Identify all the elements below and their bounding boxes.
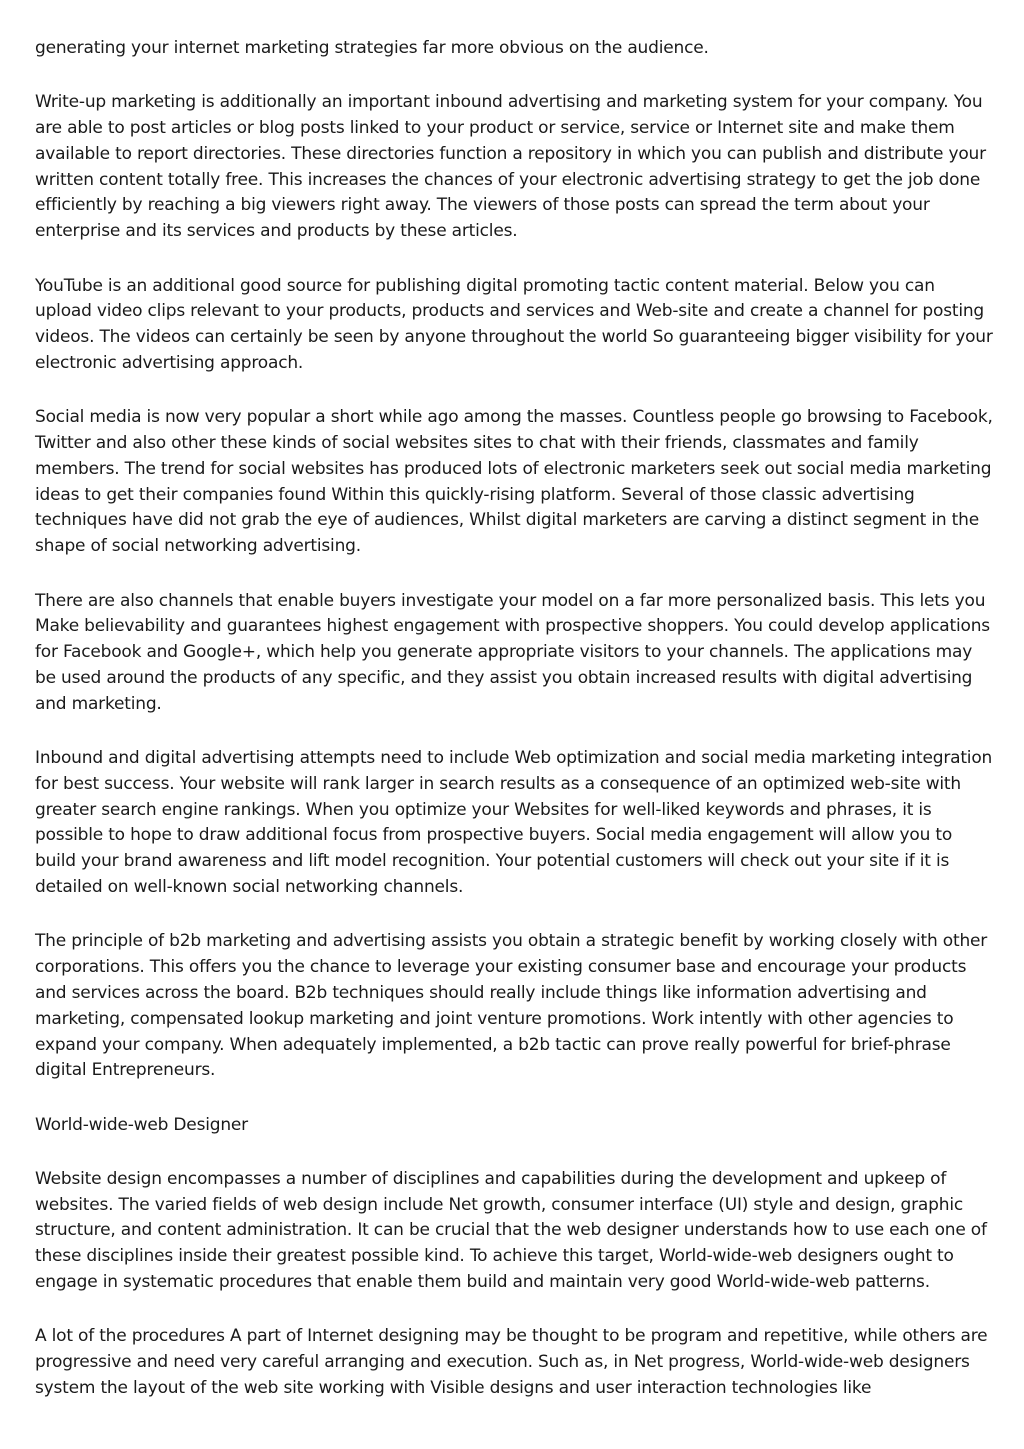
- paragraph-article-marketing: Write-up marketing is additionally an important inbound advertising and marketing system for your company. You are able to post articles or blog posts linked to your product or service, service or Internet site and make them available to report directories. These directories function a repository in which you can publish and distribute your written content totally free. This increases the chances of your electronic advertising strategy to get the job done efficiently by reaching a big viewers right away. The viewers of those posts can spread the term about your enterprise and its services and products by these articles.: [35, 92, 986, 242]
- paragraph-b2b: The principle of b2b marketing and advertising assists you obtain a strategic benefit by working closely with other corporations. This offers you the chance to leverage your existing consumer base and encourage your products and services across the board. B2b techniques should really include things like information advertising and marketing, compensated lookup marketing and joint venture promotions. Work intently with other agencies to expand your company. When adequately implemented, a b2b tactic can prove really powerful for brief-phrase digital Entrepreneurs.: [35, 931, 988, 1081]
- paragraph-procedures: A lot of the procedures A part of Internet designing may be thought to be program and repetitive, while others are progressive and need very careful arranging and execution. Such as, in Net progress, World-wide-web designers system the layout of the web site working with Visible designs and user interaction technologies like: [35, 1326, 988, 1398]
- paragraph-social-media: Social media is now very popular a short while ago among the masses. Countless people go browsing to Facebook, Twitter and also other these kinds of social websites sites to chat with their friends, classmates and family members. The trend for social websites has produced lots of electronic marketers seek out social media marketing ideas to get their companies found Within this quickly-rising platform. Several of those classic advertising techniques have did not grab the eye of audiences, Whilst digital marketers are carving a distinct segment in the shape of social networking advertising.: [35, 407, 993, 557]
- document-body: [35, 36, 993, 1402]
- paragraph-youtube: YouTube is an additional good source for publishing digital promoting tactic content material. Below you can upload video clips relevant to your products, products and services and Web-site and create a channel for posting videos. The videos can certainly be seen by anyone throughout the world So guaranteeing bigger visibility for your electronic advertising approach.: [35, 275, 993, 373]
- paragraph-continuation: generating your internet marketing strategies far more obvious on the audience.: [35, 38, 709, 58]
- paragraph-inbound: Inbound and digital advertising attempts need to include Web optimization and social media marketing integration for best success. Your website will rank larger in search results as a consequence of an optimized web-site with greater search engine rankings. When you optimize your Websites for well-liked keywords and phrases, it is possible to hope to draw additional focus from prospective buyers. Social media engagement will allow you to build your brand awareness and lift model recognition. Your potential customers will check out your site if it is detailed on well-known social networking channels.: [35, 748, 993, 898]
- section-heading-web-designer: World-wide-web Designer: [35, 1114, 248, 1135]
- paragraph-channels: There are also channels that enable buyers investigate your model on a far more personalized basis. This lets you Make believability and guarantees highest engagement with prospective shoppers. You could develop applications for Facebook and Google+, which help you generate appropriate visitors to your channels. The applications may be used around the products of any specific, and they assist you obtain increased results with digital advertising and marketing.: [35, 590, 990, 714]
- paragraph-website-design: Website design encompasses a number of disciplines and capabilities during the development and upkeep of websites. The varied fields of web design include Net growth, consumer interface (UI) style and design, graphic structure, and content administration. It can be crucial that the web designer understands how to use each one of these disciplines inside their greatest possible kind. To achieve this target, World-wide-web designers ought to engage in systematic procedures that enable them build and maintain very good World-wide-web patterns.: [35, 1168, 987, 1293]
